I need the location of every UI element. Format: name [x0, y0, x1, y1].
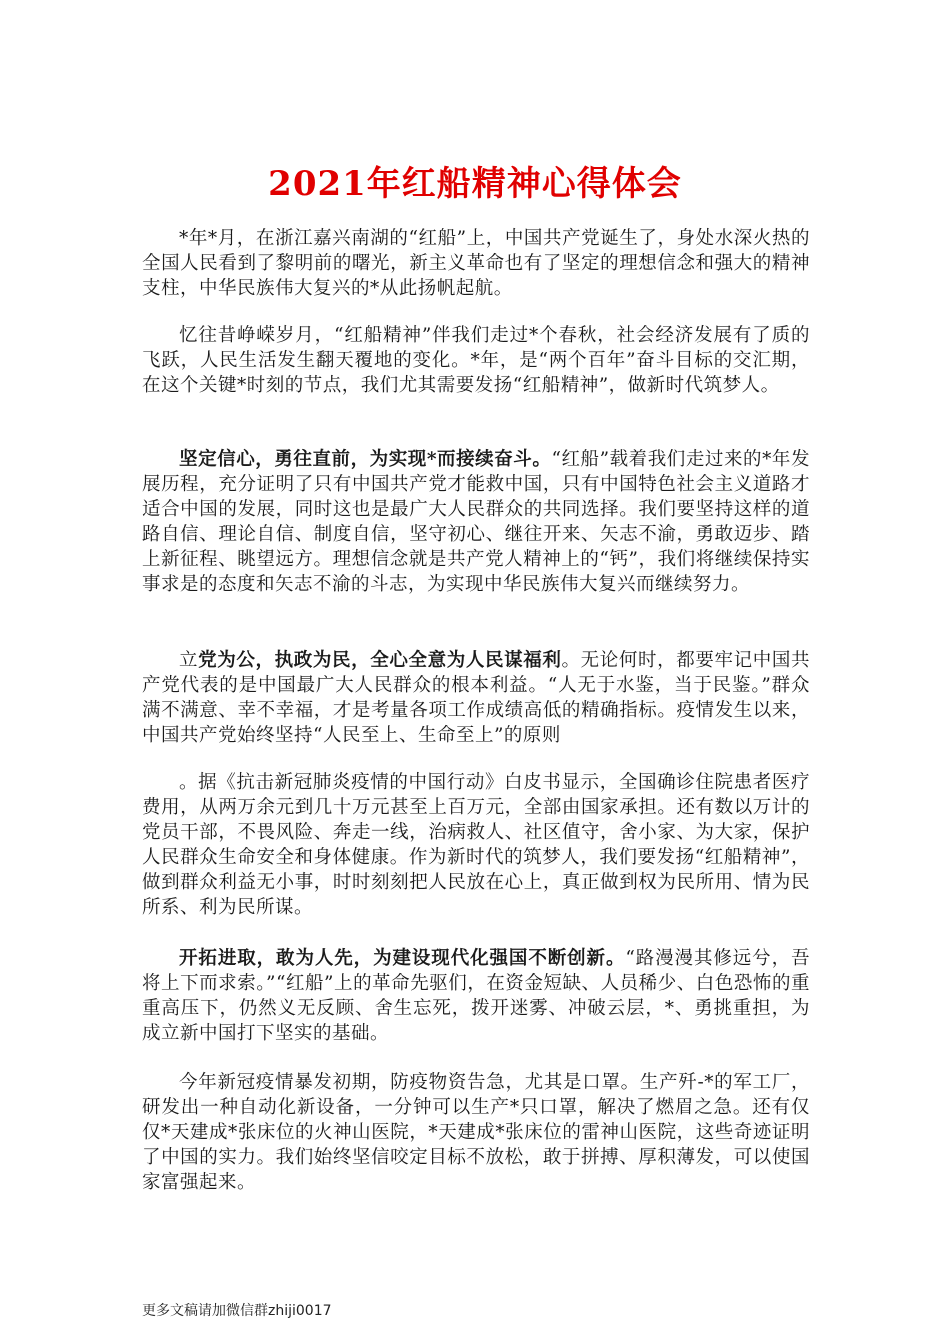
paragraph-3 [142, 447, 810, 597]
paragraph-text: “红船”载着我们走过来的*年发展历程，充分证明了只有中国共产党才能救中国，只有中国特色社会主义道路才适合中国的发展，同时这也是最广大人民群众的共同选择。我们要坚持这样的道路自信、理论自信、制度自信，坚守初心、继往开来、矢志不渝，勇敢迈步、踏上新征程、眺望远方。理想信念就是共产党人精神上的“钙”，我们将继续保持实事求是的态度和矢志不渝的斗志，为实现中华民族伟大复兴而继续努力。 [142, 449, 810, 595]
paragraph-lead: 坚定信心，勇往直前，为实现*而接续奋斗。 [179, 449, 552, 470]
paragraph-text: “路漫漫其修远兮，吾将上下而求索。”“红船”上的革命先驱们，在资金短缺、人员稀少、白色恐怖的重重高压下，仍然义无反顾、舍生忘死，拨开迷雾、冲破云层，*、勇挑重担，为成立新中国打下坚实的基础。 [142, 948, 810, 1044]
paragraph-text: 今年新冠疫情暴发初期，防疫物资告急，尤其是口罩。生产歼-*的军工厂，研发出一种自动化新设备，一分钟可以生产*只口罩，解决了燃眉之急。还有仅仅*天建成*张床位的火神山医院，*天建成*张床位的雷神山医院，这些奇迹证明了中国的实力。我们始终坚信咬定目标不放松，敢于拼搏、厚积薄发，可以使国家富强起来。 [142, 1072, 810, 1193]
paragraph-text: *年*月，在浙江嘉兴南湖的“红船”上，中国共产党诞生了，身处水深火热的全国人民看到了黎明前的曙光，新主义革命也有了坚定的理想信念和强大的精神支柱，中华民族伟大复兴的*从此扬帆起航。 [142, 228, 810, 299]
page-title: 2021年红船精神心得体会 [268, 164, 682, 204]
footer-note: 更多文稿请加微信群zhiji0017 [142, 1303, 332, 1319]
paragraph-prefix: 立 [179, 650, 199, 671]
paragraph-text: 忆往昔峥嵘岁月，“红船精神”伴我们走过*个春秋，社会经济发展有了质的飞跃，人民生活发生翻天覆地的变化。*年，是“两个百年”奋斗目标的交汇期，在这个关键*时刻的节点，我们尤其需要发扬“红船精神”，做新时代筑梦人。 [142, 325, 810, 396]
paragraph-7 [142, 1070, 810, 1195]
paragraph-text: 。无论何时，都要牢记中国共产党代表的是中国最广大人民群众的根本利益。“人无于水鉴，当于民鉴。”群众满不满意、幸不幸福，才是考量各项工作成绩高低的精确指标。疫情发生以来，中国共产党始终坚持“人民至上、生命至上”的原则 [142, 650, 810, 746]
paragraph-6 [142, 946, 810, 1046]
paragraph-text: 。据《抗击新冠肺炎疫情的中国行动》白皮书显示，全国确诊住院患者医疗费用，从两万余元到几十万元甚至上百万元，全部由国家承担。还有数以万计的党员干部，不畏风险、奔走一线，治病救人、社区值守，舍小家、为大家，保护人民群众生命安全和身体健康。作为新时代的筑梦人，我们要发扬“红船精神”，做到群众利益无小事，时时刻刻把人民放在心上，真正做到权为民所用、情为民所系、利为民所谋。 [142, 772, 810, 918]
paragraph-5 [142, 770, 810, 920]
paragraph-2 [142, 323, 810, 398]
paragraph-lead: 开拓进取，敢为人先，为建设现代化强国不断创新。 [179, 948, 626, 969]
paragraph-lead: 党为公，执政为民，全心全意为人民谋福利 [198, 650, 562, 671]
paragraph-1 [142, 226, 810, 301]
paragraph-4 [142, 648, 810, 748]
